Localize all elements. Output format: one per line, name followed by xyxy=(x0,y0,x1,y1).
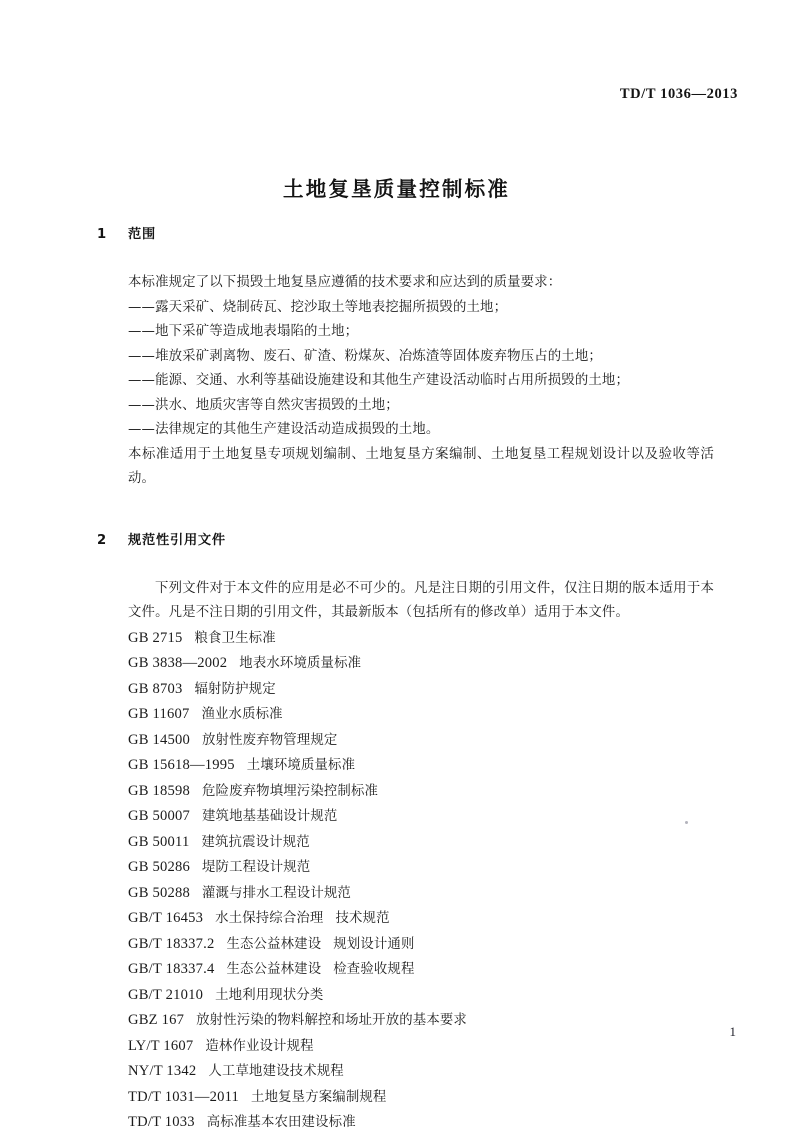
section-2-content xyxy=(128,577,714,1136)
reference-name: 辐射防护规定 xyxy=(194,681,276,697)
reference-name-secondary: 检查验收规程 xyxy=(333,962,415,978)
reference-entry xyxy=(128,728,714,754)
normative-reference-list xyxy=(128,626,714,1136)
reference-code: GBZ 167 xyxy=(128,1012,185,1029)
document-title: 土地复垦质量控制标准 xyxy=(283,176,510,201)
reference-entry xyxy=(128,881,714,907)
spacer xyxy=(97,492,714,522)
scope-item-list xyxy=(128,296,714,443)
section-title-2: 规范性引用文件 xyxy=(128,532,226,548)
reference-entry xyxy=(128,753,714,779)
reference-entry xyxy=(128,1059,714,1085)
scan-artifact-speck xyxy=(685,821,688,824)
scope-item: ——地下采矿等造成地表塌陷的土地； xyxy=(128,324,359,340)
reference-entry xyxy=(128,1085,714,1111)
spacer xyxy=(97,241,714,271)
reference-entry xyxy=(128,1008,714,1034)
section-2-intro: 下列文件对于本文件的应用是必不可少的。凡是注日期的引用文件，仅注日期的版本适用于本文件。凡是不注日期的引用文件，其最新版本（包括所有的修改单）适用于本文件。 xyxy=(128,580,714,621)
reference-code: GB 3838—2002 xyxy=(128,655,228,672)
reference-code: GB/T 16453 xyxy=(128,910,204,927)
reference-name: 生态公益林建设 xyxy=(226,936,322,952)
reference-name: 堤防工程设计规范 xyxy=(202,860,311,876)
page-number: 1 xyxy=(729,1024,736,1039)
reference-name: 土地复垦方案编制规程 xyxy=(251,1089,387,1105)
reference-code: GB 50286 xyxy=(128,859,191,876)
reference-name: 生态公益林建设 xyxy=(226,962,322,978)
reference-name: 建筑地基基础设计规范 xyxy=(202,809,338,825)
section-1-intro: 本标准规定了以下损毁土地复垦应遵循的技术要求和应达到的质量要求： xyxy=(128,275,562,291)
reference-entry xyxy=(128,1034,714,1060)
reference-name-secondary: 技术规范 xyxy=(335,911,390,927)
reference-entry xyxy=(128,906,714,932)
reference-code: GB/T 21010 xyxy=(128,986,204,1003)
section-1-content xyxy=(128,271,714,492)
reference-entry xyxy=(128,855,714,881)
reference-name: 土壤环境质量标准 xyxy=(246,758,356,774)
reference-name: 放射性废弃物管理规定 xyxy=(202,732,338,748)
reference-code: GB 15618—1995 xyxy=(128,757,235,774)
reference-name: 土地利用现状分类 xyxy=(215,987,324,1003)
reference-entry xyxy=(128,779,714,805)
reference-entry xyxy=(128,804,714,830)
section-1-closing: 本标准适用于土地复垦专项规划编制、土地复垦方案编制、土地复垦工程规划设计以及验收等活动。 xyxy=(128,446,714,487)
reference-code: TD/T 1031—2011 xyxy=(128,1088,240,1105)
reference-name: 危险废弃物填埋污染控制标准 xyxy=(202,783,379,799)
running-header-standard-code: TD/T 1036—2013 xyxy=(619,86,738,102)
reference-name: 高标准基本农田建设标准 xyxy=(206,1115,356,1131)
scope-item: ——露天采矿、烧制砖瓦、挖沙取土等地表挖掘所损毁的土地； xyxy=(128,299,508,315)
reference-entry xyxy=(128,626,714,652)
reference-name: 灌溉与排水工程设计规范 xyxy=(202,885,351,901)
reference-code: NY/T 1342 xyxy=(128,1063,197,1080)
reference-code: GB 50288 xyxy=(128,884,191,901)
reference-code: LY/T 1607 xyxy=(128,1037,194,1054)
reference-entry xyxy=(128,1110,714,1136)
scope-item: ——洪水、地质灾害等自然灾害损毁的土地； xyxy=(128,397,399,413)
reference-entry xyxy=(128,983,714,1009)
reference-name: 建筑抗震设计规范 xyxy=(201,834,310,850)
reference-code: GB 11607 xyxy=(128,706,190,723)
document-body xyxy=(97,228,714,1136)
scope-item: ——法律规定的其他生产建设活动造成损毁的土地。 xyxy=(128,422,440,438)
reference-code: GB 8703 xyxy=(128,680,183,697)
reference-entry xyxy=(128,677,714,703)
reference-entry xyxy=(128,957,714,983)
reference-code: TD/T 1033 xyxy=(128,1114,195,1131)
scope-item: ——能源、交通、水利等基础设施建设和其他生产建设活动临时占用所损毁的土地； xyxy=(128,373,630,389)
reference-name: 水土保持综合治理 xyxy=(215,911,324,927)
section-number-2: 2 xyxy=(97,532,107,548)
section-title-1: 范围 xyxy=(128,227,156,242)
reference-name: 地表水环境质量标准 xyxy=(239,656,362,672)
spacer xyxy=(97,547,714,577)
reference-name: 人工草地建设技术规程 xyxy=(208,1064,344,1080)
reference-code: GB 18598 xyxy=(128,782,191,799)
section-number-1: 1 xyxy=(97,227,107,242)
reference-entry xyxy=(128,830,714,856)
reference-code: GB 50007 xyxy=(128,808,191,825)
reference-name: 渔业水质标准 xyxy=(201,707,283,723)
reference-name-secondary: 规划设计通则 xyxy=(333,936,415,952)
reference-name: 造林作业设计规程 xyxy=(205,1038,314,1054)
reference-code: GB 14500 xyxy=(128,731,191,748)
reference-code: GB 50011 xyxy=(128,833,190,850)
reference-entry xyxy=(128,702,714,728)
scope-item: ——堆放采矿剥离物、废石、矿渣、粉煤灰、冶炼渣等固体废弃物压占的土地； xyxy=(128,348,602,364)
reference-name: 粮食卫生标准 xyxy=(194,630,276,646)
reference-code: GB 2715 xyxy=(128,629,183,646)
reference-name: 放射性污染的物料解控和场址开放的基本要求 xyxy=(196,1013,467,1029)
reference-code: GB/T 18337.2 xyxy=(128,935,215,952)
reference-code: GB/T 18337.4 xyxy=(128,961,215,978)
reference-entry xyxy=(128,932,714,958)
section-heading-1 xyxy=(97,228,714,241)
section-heading-2 xyxy=(97,534,714,547)
reference-entry xyxy=(128,651,714,677)
